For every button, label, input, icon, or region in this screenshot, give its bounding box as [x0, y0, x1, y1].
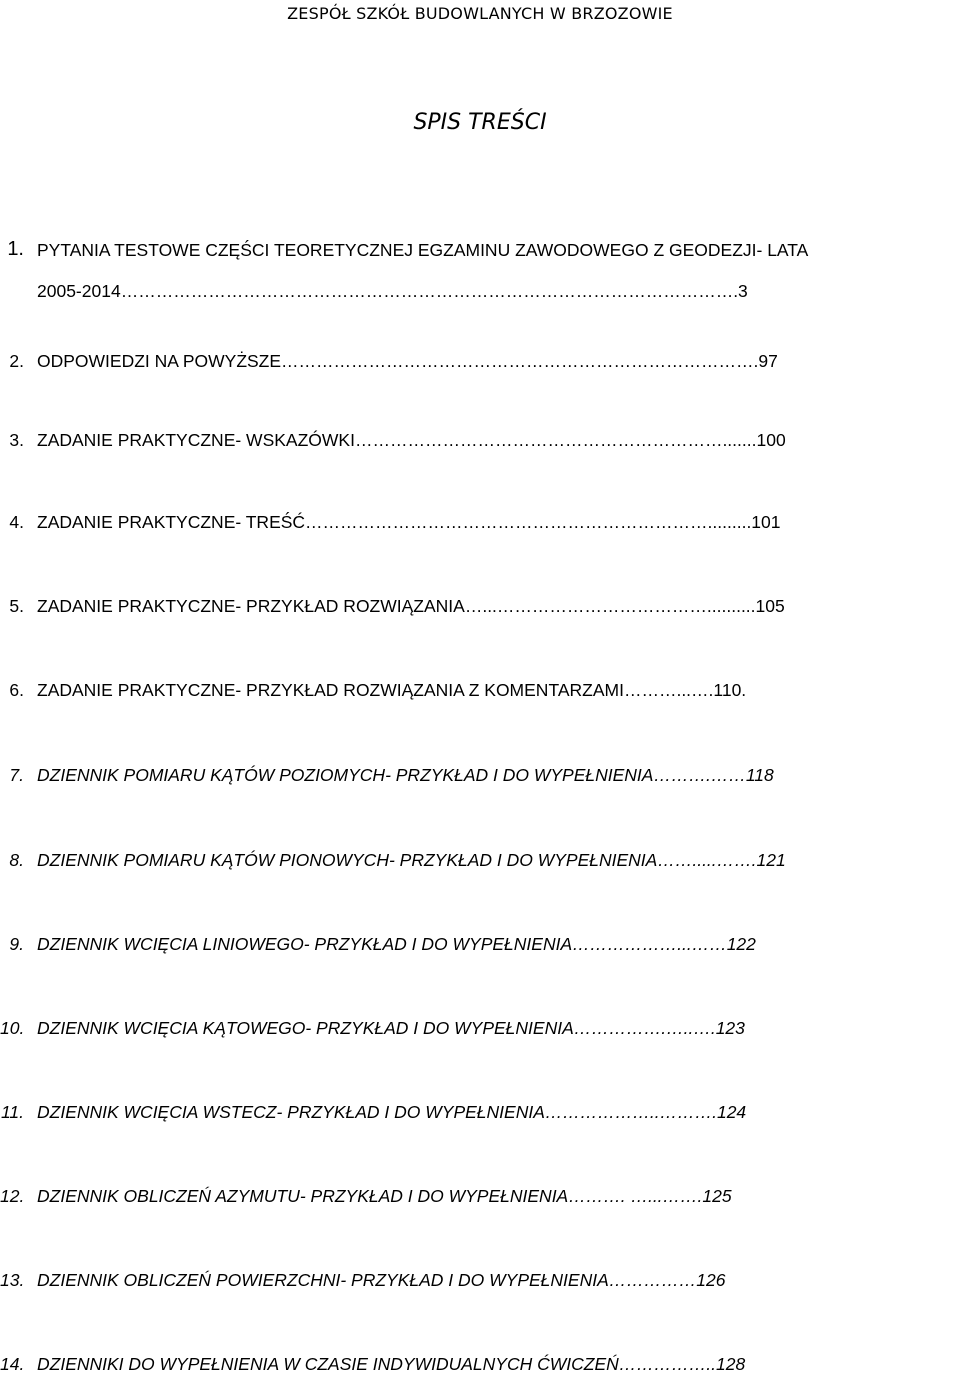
toc-entry-number: 8.	[9, 850, 24, 870]
toc-entry-number: 3.	[9, 430, 24, 450]
toc-entry-text: DZIENNIK WCIĘCIA KĄTOWEGO- PRZYKŁAD I DO WYPEŁNIENIA…………….…..….123	[37, 1018, 745, 1038]
toc-entry-number: 1.	[7, 238, 24, 260]
toc-entry-number: 6.	[9, 680, 24, 700]
toc-entry-text: DZIENNIK WCIĘCIA LINIOWEGO- PRZYKŁAD I DO WYPEŁNIENIA………………...……122	[37, 934, 756, 954]
toc-entry-text: 2005-2014…………………………………………………………………………………………….3	[37, 281, 748, 301]
toc-entry-number: 12.	[0, 1186, 25, 1206]
toc-entry-text: DZIENNIK WCIĘCIA WSTECZ- PRZYKŁAD I DO WYPEŁNIENIA………………..……….124	[37, 1102, 747, 1122]
toc-entry-number: 10.	[0, 1018, 25, 1038]
toc-entry-text: DZIENNIK POMIARU KĄTÓW PIONOWYCH- PRZYKŁAD I DO WYPEŁNIENIA…….....…….121	[37, 850, 786, 870]
toc-entry-number: 13.	[0, 1270, 25, 1290]
page-header: ZESPÓŁ SZKÓŁ BUDOWLANYCH W BRZOZOWIE	[287, 4, 673, 23]
toc-entry-text: DZIENNIK OBLICZEŃ POWIERZCHNI- PRZYKŁAD I DO WYPEŁNIENIA……………126	[37, 1270, 726, 1290]
toc-entry-text: ZADANIE PRAKTYCZNE- PRZYKŁAD ROZWIĄZANIA Z KOMENTARZAMI………...….110.	[37, 680, 747, 700]
toc-entry-number: 4.	[9, 512, 24, 532]
toc-entry-number: 7.	[9, 765, 24, 785]
toc-entry-number: 14.	[0, 1354, 25, 1374]
toc-entry-text: DZIENNIKI DO WYPEŁNIENIA W CZASIE INDYWIDUALNYCH ĆWICZEŃ……………..128	[37, 1354, 746, 1374]
toc-entry-text: DZIENNIK POMIARU KĄTÓW POZIOMYCH- PRZYKŁAD I DO WYPEŁNIENIA……….……118	[37, 765, 774, 785]
toc-entry-number: 9.	[9, 934, 24, 954]
toc-entry-text: ZADANIE PRAKTYCZNE- TREŚĆ…………………………………………………………….........101	[37, 512, 781, 532]
page-title: SPIS TREŚCI	[413, 110, 547, 135]
toc-entry-text: PYTANIA TESTOWE CZĘŚCI TEORETYCZNEJ EGZAMINU ZAWODOWEGO Z GEODEZJI- LATA	[37, 240, 809, 260]
toc-entry-number: 5.	[9, 596, 24, 616]
toc-entry-text: ZADANIE PRAKTYCZNE- PRZYKŁAD ROZWIĄZANIA…...………………………………..........105	[37, 596, 785, 616]
toc-entry-number: 11.	[0, 1102, 24, 1122]
toc-entry-text: ZADANIE PRAKTYCZNE- WSKAZÓWKI……………………………………………………….......100	[37, 430, 786, 450]
toc-entry-text: DZIENNIK OBLICZEŃ AZYMUTU- PRZYKŁAD I DO WYPEŁNIENIA………. …...…….125	[37, 1186, 732, 1206]
toc-entry-number: 2.	[9, 351, 24, 371]
toc-entry-text: ODPOWIEDZI NA POWYŻSZE……………………………………………………………………….97	[37, 351, 778, 371]
